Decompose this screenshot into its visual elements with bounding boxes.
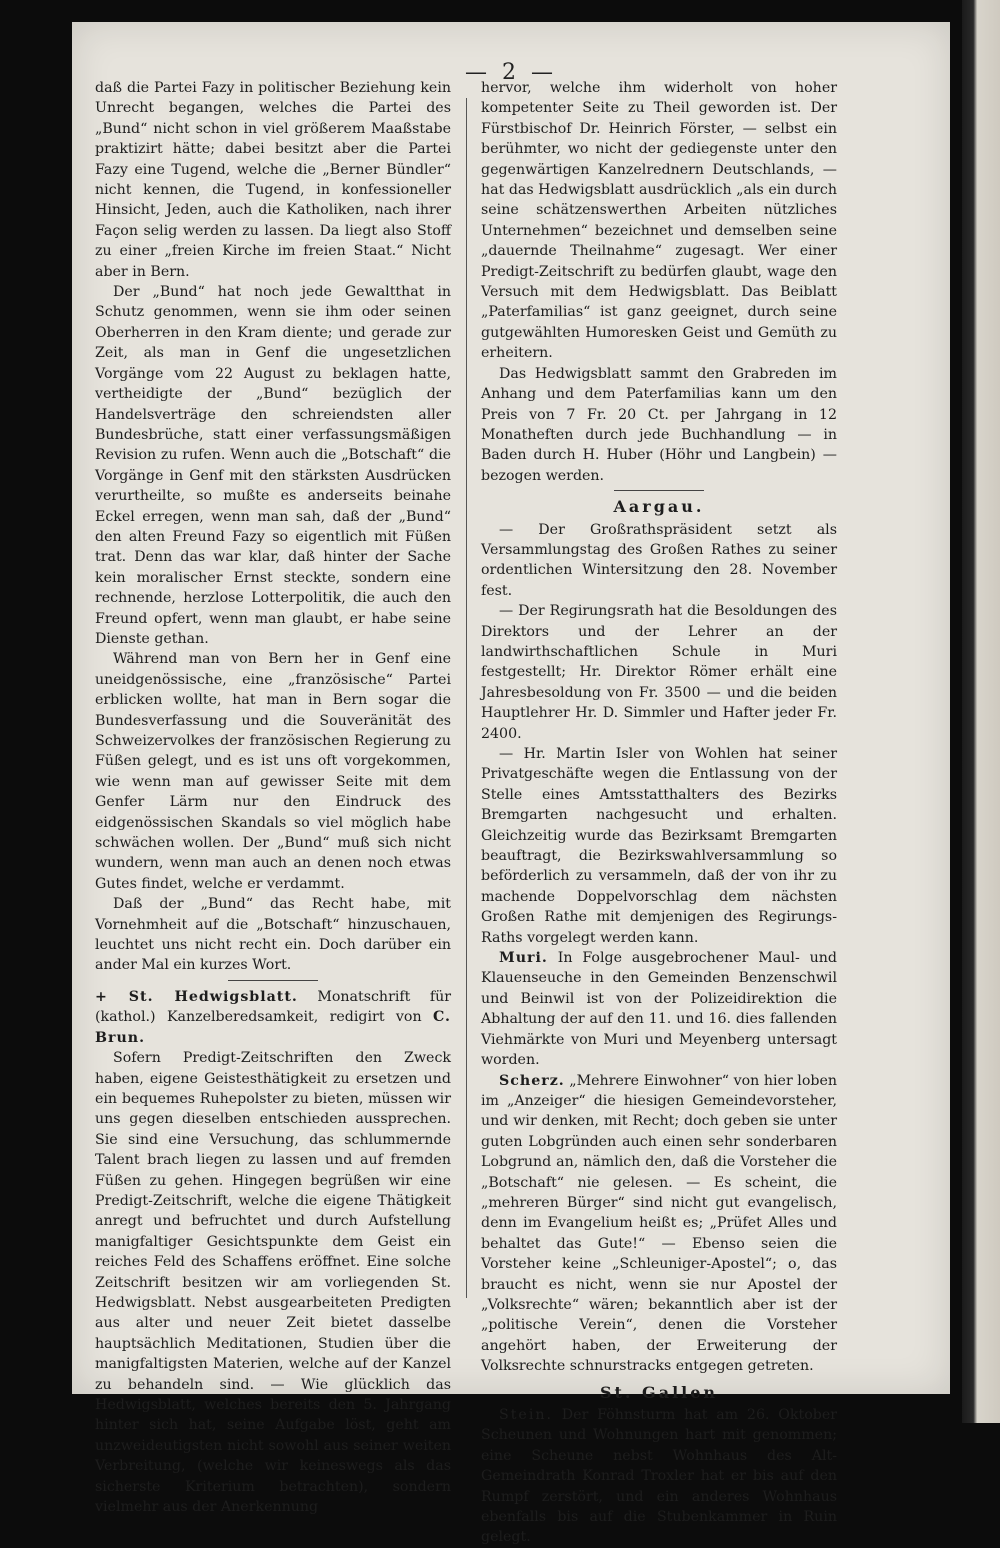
news-item: — Der Großrathspräsident setzt als Versammlungstag des Großen Rathes zu seiner ordentlichen Wintersitzung den 28. November fest.: [481, 521, 837, 599]
hedwig-subtitle: Monatschrift für (kathol.) Kanzelberedsamkeit, redigirt von: [95, 988, 451, 1026]
left-column: [95, 78, 451, 1517]
stein-item: [481, 1405, 837, 1548]
aargau-heading: Aargau.: [613, 497, 705, 517]
stein-label: Stein.: [499, 1407, 554, 1423]
hedwig-heading-line: [95, 987, 451, 1048]
muri-label: Muri.: [499, 950, 548, 967]
article-paragraph: Das Hedwigsblatt sammt den Grabreden im Anhang und dem Paterfamilias kann um den Preis von 7 Fr. 20 Ct. per Jahrgang in 12 Monatheften durch jede Buchhandlung — in Baden durch H. Huber (Höhr und Langbein) — bezogen werden.: [481, 365, 837, 484]
muri-text: In Folge ausgebrochener Maul- und Klauenseuche in den Gemeinden Benzenschwil und Beinwil ist von der Polizeidirektion die Abhaltung der auf den 11. und 16. dies fallenden Viehmärkte von Muri und Meyenberg untersagt worden.: [481, 950, 837, 1069]
adjacent-page-edge: [962, 0, 1000, 1423]
news-item: — Der Regirungsrath hat die Besoldungen des Direktors und der Lehrer an der landwirthschaftlichen Schule in Muri festgestellt; Hr. Direktor Römer erhält eine Jahresbesoldung von Fr. 3500 — und die beiden Hauptlehrer Hr. D. Simmler und Hafter jeder Fr. 2400.: [481, 603, 837, 742]
scherz-text: „Mehrere Einwohner“ von hier loben im „Anzeiger“ die hiesigen Gemeindevorsteher, und wir denken, mit Recht; doch geben sie unter guten Lobgründen auch einen sehr sonderbaren Lobgrund an, nämlich den, daß die Vorsteher die „Botschaft“ nie gelesen. — Es scheint, die „mehreren Bürger“ sind nicht gut evangelisch, denn im Evangelium heißt es; „Prüfet Alles und behaltet das Gute!“ — Ebenso seien die Vorsteher keine „Schleuniger-Apostel“; o, das braucht es nicht, wenn sie nur Apostel der „Volksrechte“ wären; bekanntlich aber ist der „politische Verein“, denen die Vorsteher angehört haben, der Erweiterung der Volksrechte schnurstracks entgegen getreten.: [481, 1072, 837, 1375]
article-paragraph: Daß der „Bund“ das Recht habe, mit Vornehmheit auf die „Botschaft“ hinzuschauen, leuchtet uns nicht recht ein. Doch darüber ein ander Mal ein kurzes Wort.: [95, 896, 451, 974]
article-paragraph: Während man von Bern her in Genf eine uneidgenössische, eine „französische“ Partei erblicken wollte, hat man in Bern sogar die Bundesverfassung und die Souveränität des Schweizervolkes der französischen Regierung zu Füßen gelegt, und es ist uns oft vorgekommen, wie wenn man auf gewisser Seite mit dem Genfer Lärm nur den Eindruck des eidgenössischen Skandals so viel möglich habe schwächen wollen. Der „Bund“ muß sich nicht wundern, wenn man auch an denen noch etwas Gutes findet, welche er verdammt.: [95, 651, 451, 892]
scherz-label: Scherz.: [499, 1072, 565, 1089]
column-rule: [466, 98, 467, 1298]
right-column: [481, 78, 837, 1548]
section-divider: [614, 490, 704, 491]
stgallen-heading: St. Gallen: [599, 1382, 719, 1402]
article-paragraph: hervor, welche ihm widerholt von hoher kompetenter Seite zu Theil geworden ist. Der Fürstbischof Dr. Heinrich Förster, — selbst ein berühmter, wo nicht der gediegenste unter den gegenwärtigen Kanzelrednern Deutschlands, — hat das Hedwigsblatt ausdrücklich „als ein durch seine schätzenswerthen Arbeiten nützliches Unternehmen“ bezeichnet und demselben seine „dauernde Theilnahme“ zugesagt. Wer einer Predigt-Zeitschrift zu bedürfen glaubt, wage den Versuch mit dem Hedwigsblatt. Das Beiblatt „Paterfamilias“ ist ganz geeignet, durch seine gutgewählten Humoresken Geist und Gemüth zu erheitern.: [481, 80, 837, 362]
stein-text: Der Föhnsturm hat am 26. Oktober Scheunen und Wohnungen hart mit genommen; eine Scheune nebst Wohnhaus des Alt-Gemeindrath Konrad Troxler hat er bis auf den Rumpf zerstört, und ein anderes Wohnhaus ebenfalls bis auf die Stubenkammer in Ruin gelegt.: [481, 1407, 837, 1546]
page-number: — 2 —: [465, 60, 557, 85]
article-paragraph: daß die Partei Fazy in politischer Beziehung kein Unrecht begangen, welches die Partei des „Bund“ nicht schon in viel größerem Maaßstabe praktizirt hätte; dabei besitzt aber die Partei Fazy eine Tugend, welche die „Berner Bündler“ nicht kennen, die Tugend, in konfessioneller Hinsicht, Jeden, auch die Katholiken, nach ihrer Façon selig werden zu lassen. Da liegt also Stoff zu einer „freien Kirche im freien Staat.“ Nicht aber in Bern.: [95, 80, 451, 280]
scherz-item: [481, 1071, 837, 1377]
article-paragraph: Sofern Predigt-Zeitschriften den Zweck haben, eigene Geistesthätigkeit zu ersetzen und ein bequemes Ruhepolster zu bieten, müssen wir uns gegen dieselben entschieden aussprechen. Sie sind eine Versuchung, das schlummernde Talent brach liegen zu lassen und auf fremden Füßen zu gehen. Hingegen begrüßen wir eine Predigt-Zeitschrift, welche die eigene Thätigkeit anregt und befruchtet und durch Aufstellung manigfaltiger Gesichtspunkte dem Geist ein reiches Feld des Schaffens eröffnet. Eine solche Zeitschrift besitzen wir am vorliegenden St. Hedwigsblatt. Nebst ausgearbeiteten Predigten aus alter und neuer Zeit bietet dasselbe hauptsächlich Meditationen, Studien über die manigfaltigsten Materien, welche auf der Kanzel zu behandeln sind. — Wie glücklich das Hedwigsblatt, welches bereits den 5. Jahrgang hinter sich hat, seine Aufgabe löst, geht am unzweideutigsten nicht sowohl aus seiner weiten Verbreitung, (welche wir keineswegs als das sicherste Kriterium betrachten), sondern vielmehr aus der Anerkennung: [95, 1050, 451, 1516]
hedwig-editor: C. Brun.: [95, 1009, 451, 1046]
muri-item: [481, 948, 837, 1070]
article-paragraph: Der „Bund“ hat noch jede Gewaltthat in Schutz genommen, wenn sie ihm oder seinen Oberherren in den Kram diente; und gerade zur Zeit, als man in Genf die ungesetzlichen Vorgänge vom 22 August zu beklagen hatte, vertheidigte der „Bund“ bezüglich der Handelsverträge den schreiendsten aller Bundesbrüche, statt einer verfassungsmäßigen Revision zu rufen. Wenn auch die „Botschaft“ die Vorgänge in Genf mit den stärksten Ausdrücken verurtheilte, so mußte es anderseits beinahe Eckel erregen, wenn man sah, daß der „Bund“ den alten Freund Fazy so eigentlich mit Füßen trat. Denn das war klar, daß hinter der Sache kein moralischer Ernst steckte, sondern eine rechnende, herzlose Lotterpolitik, die auch den Freund opfert, wenn man glaubt, er habe seine Dienste gethan.: [95, 284, 451, 647]
section-divider: [228, 980, 318, 981]
news-item: — Hr. Martin Isler von Wohlen hat seiner Privatgeschäfte wegen die Entlassung von der Stelle eines Amtsstatthalters des Bezirks Bremgarten nachgesucht und erhalten. Gleichzeitig wurde das Bezirksamt Bremgarten beauftragt, die Bezirkswahlversammlung so beförderlich zu versammeln, daß der von ihr zu machende Doppelvorschlag dem nächsten Großen Rathe mit demjenigen des Regirungs-Raths vorgelegt werden kann.: [481, 746, 837, 946]
scan-gutter: [950, 0, 962, 1423]
hedwig-heading: + St. Hedwigsblatt.: [95, 988, 298, 1005]
